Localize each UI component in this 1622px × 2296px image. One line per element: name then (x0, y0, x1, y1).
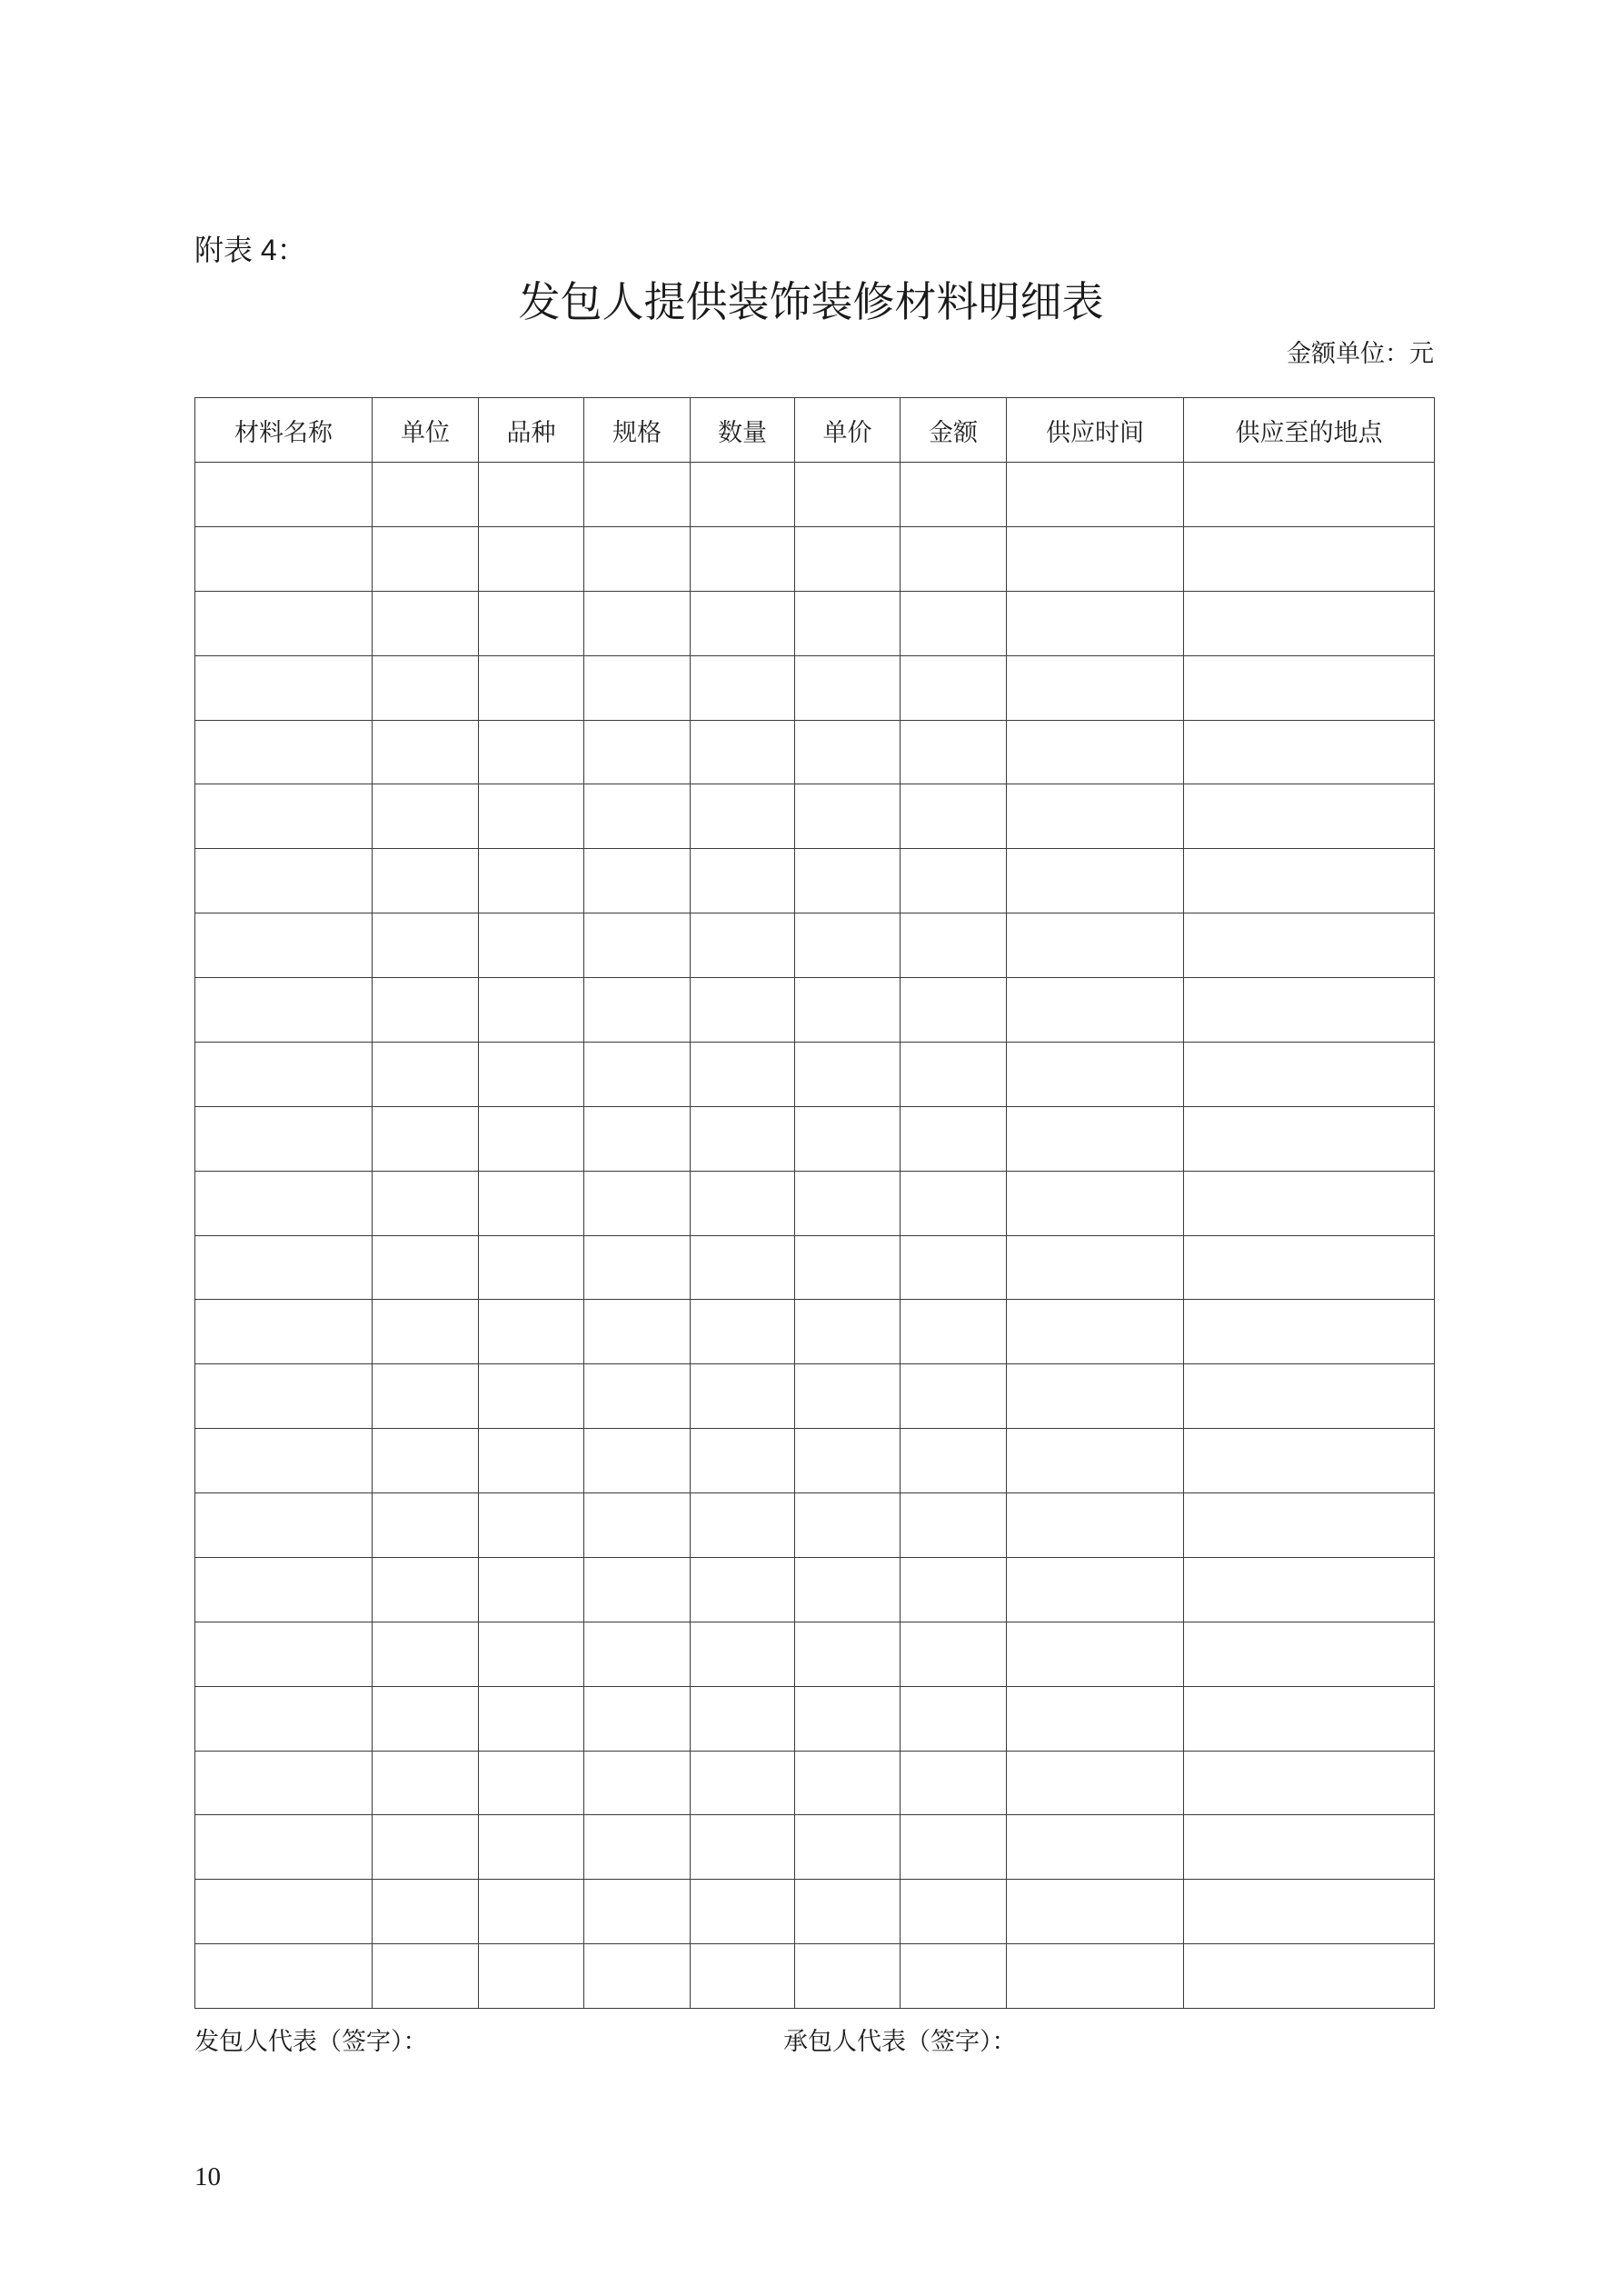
table-cell (1007, 978, 1184, 1043)
table-row (195, 1622, 1435, 1686)
table-header (195, 398, 1435, 463)
table-cell (373, 978, 479, 1043)
table-cell (691, 1042, 795, 1106)
table-cell (479, 1429, 584, 1493)
header-quantity: 数量 (691, 398, 795, 463)
table-cell (1184, 913, 1435, 978)
table-cell (795, 1493, 901, 1558)
table-cell (691, 1815, 795, 1880)
table-cell (479, 1235, 584, 1300)
table-cell (373, 784, 479, 849)
table-cell (1007, 1944, 1184, 2009)
table-cell (1007, 1751, 1184, 1815)
table-cell (1007, 1815, 1184, 1880)
table-cell (901, 1944, 1007, 2009)
table-cell (1184, 849, 1435, 913)
table-cell (1184, 784, 1435, 849)
table-cell (1007, 1429, 1184, 1493)
table-cell (479, 913, 584, 978)
header-amount: 金额 (901, 398, 1007, 463)
table-cell (691, 1686, 795, 1751)
table-cell (795, 913, 901, 978)
table-cell (373, 1300, 479, 1364)
table-cell (1184, 1429, 1435, 1493)
table-cell (479, 526, 584, 591)
table-cell (795, 849, 901, 913)
table-cell (901, 1429, 1007, 1493)
table-row (195, 1557, 1435, 1622)
table-cell (1007, 1235, 1184, 1300)
table-cell (584, 1171, 691, 1235)
table-cell (691, 526, 795, 591)
table-cell (195, 1622, 373, 1686)
table-cell (691, 784, 795, 849)
table-cell (195, 1106, 373, 1171)
table-cell (195, 1944, 373, 2009)
table-cell (195, 591, 373, 655)
table-cell (691, 1300, 795, 1364)
table-cell (901, 655, 1007, 720)
table-cell (1007, 526, 1184, 591)
table-cell (479, 1171, 584, 1235)
material-detail-table (194, 397, 1435, 2009)
header-specification: 规格 (584, 398, 691, 463)
table-cell (584, 784, 691, 849)
table-cell (795, 978, 901, 1043)
table-cell (195, 1880, 373, 1944)
table-cell (1184, 1944, 1435, 2009)
table-row (195, 1944, 1435, 2009)
table-cell (373, 1106, 479, 1171)
table-cell (901, 978, 1007, 1043)
table-cell (691, 1944, 795, 2009)
table-cell (479, 1106, 584, 1171)
table-cell (901, 1751, 1007, 1815)
table-cell (1184, 720, 1435, 784)
table-row (195, 1042, 1435, 1106)
table-cell (479, 849, 584, 913)
table-cell (795, 1751, 901, 1815)
table-cell (584, 913, 691, 978)
header-unit-price: 单价 (795, 398, 901, 463)
table-cell (1007, 1880, 1184, 1944)
table-row (195, 1235, 1435, 1300)
employer-representative-signature: 发包人代表（签字）： (194, 2028, 428, 2055)
header-supply-time: 供应时间 (1007, 398, 1184, 463)
table-cell (795, 1235, 901, 1300)
table-cell (584, 1557, 691, 1622)
table-cell (1007, 1622, 1184, 1686)
header-supply-location: 供应至的地点 (1184, 398, 1435, 463)
table-cell (795, 1364, 901, 1429)
table-cell (373, 1622, 479, 1686)
table-cell (584, 1493, 691, 1558)
table-cell (691, 1557, 795, 1622)
table-cell (584, 849, 691, 913)
table-cell (1007, 463, 1184, 527)
table-row (195, 655, 1435, 720)
table-cell (795, 1300, 901, 1364)
table-cell (479, 591, 584, 655)
table-cell (479, 1751, 584, 1815)
table-cell (1184, 463, 1435, 527)
table-cell (195, 1171, 373, 1235)
table-cell (691, 1364, 795, 1429)
table-cell (584, 591, 691, 655)
table-cell (479, 463, 584, 527)
table-row (195, 849, 1435, 913)
table-cell (901, 1300, 1007, 1364)
table-cell (195, 913, 373, 978)
table-cell (691, 1429, 795, 1493)
table-cell (479, 1686, 584, 1751)
table-row (195, 1880, 1435, 1944)
table-cell (195, 463, 373, 527)
table-cell (584, 1815, 691, 1880)
amount-unit-note: 金额单位：元 (1287, 340, 1434, 367)
table-cell (691, 655, 795, 720)
table-cell (584, 978, 691, 1043)
page-number: 10 (194, 2162, 221, 2191)
table-row (195, 1106, 1435, 1171)
table-cell (195, 1042, 373, 1106)
table-cell (195, 849, 373, 913)
table-cell (479, 784, 584, 849)
table-row (195, 1300, 1435, 1364)
table-cell (901, 1557, 1007, 1622)
table-cell (901, 720, 1007, 784)
table-cell (795, 720, 901, 784)
table-cell (584, 720, 691, 784)
table-cell (479, 1042, 584, 1106)
table-cell (373, 1429, 479, 1493)
table-row (195, 1751, 1435, 1815)
table-cell (479, 655, 584, 720)
table-cell (373, 1235, 479, 1300)
table-cell (795, 1944, 901, 2009)
table-row (195, 1815, 1435, 1880)
table-cell (479, 1493, 584, 1558)
table-cell (1184, 1364, 1435, 1429)
annex-label: 附表 4： (194, 234, 306, 266)
table-cell (195, 720, 373, 784)
table-cell (373, 1557, 479, 1622)
table-cell (195, 1235, 373, 1300)
table-cell (795, 1042, 901, 1106)
table-cell (1007, 1557, 1184, 1622)
table-cell (1007, 1300, 1184, 1364)
table-cell (373, 913, 479, 978)
table-cell (195, 1557, 373, 1622)
table-row (195, 913, 1435, 978)
table-cell (1007, 720, 1184, 784)
table-cell (479, 720, 584, 784)
table-cell (1184, 1751, 1435, 1815)
table-row (195, 1686, 1435, 1751)
table-cell (691, 1493, 795, 1558)
table-cell (584, 1622, 691, 1686)
table-cell (1184, 1235, 1435, 1300)
table-cell (1007, 913, 1184, 978)
table-cell (584, 1429, 691, 1493)
table-cell (584, 655, 691, 720)
table-cell (195, 526, 373, 591)
table-cell (1007, 591, 1184, 655)
table-row (195, 978, 1435, 1043)
table-cell (1007, 1493, 1184, 1558)
table-cell (901, 1815, 1007, 1880)
table-cell (373, 1686, 479, 1751)
table-cell (795, 1815, 901, 1880)
table-cell (1007, 1686, 1184, 1751)
table-cell (195, 1364, 373, 1429)
table-cell (479, 1944, 584, 2009)
table-cell (1184, 1557, 1435, 1622)
table-row (195, 591, 1435, 655)
table-cell (691, 1751, 795, 1815)
table-cell (373, 463, 479, 527)
document-title: 发包人提供装饰装修材料明细表 (518, 278, 1104, 325)
header-unit: 单位 (373, 398, 479, 463)
table-cell (479, 1622, 584, 1686)
table-cell (901, 463, 1007, 527)
table-cell (373, 1751, 479, 1815)
table-cell (1007, 784, 1184, 849)
table-row (195, 526, 1435, 591)
table-cell (584, 1686, 691, 1751)
table-cell (1007, 849, 1184, 913)
table-cell (901, 1364, 1007, 1429)
table-cell (795, 1880, 901, 1944)
table-row (195, 784, 1435, 849)
table-cell (584, 1944, 691, 2009)
table-cell (901, 1622, 1007, 1686)
table-cell (901, 1171, 1007, 1235)
table-cell (195, 1751, 373, 1815)
table-cell (691, 463, 795, 527)
table-cell (479, 1557, 584, 1622)
table-cell (901, 1106, 1007, 1171)
table-header-row (195, 398, 1435, 463)
table-cell (1007, 655, 1184, 720)
table-cell (584, 1042, 691, 1106)
table-cell (1184, 978, 1435, 1043)
table-row (195, 720, 1435, 784)
table-cell (901, 591, 1007, 655)
table-cell (901, 849, 1007, 913)
table-cell (373, 1042, 479, 1106)
table-cell (195, 1493, 373, 1558)
table-cell (795, 1686, 901, 1751)
table-cell (195, 1815, 373, 1880)
table-cell (1184, 1042, 1435, 1106)
table-cell (1184, 655, 1435, 720)
contractor-representative-signature: 承包人代表（签字）： (783, 2028, 1017, 2055)
table-cell (195, 1686, 373, 1751)
table-cell (901, 1493, 1007, 1558)
table-cell (901, 1686, 1007, 1751)
table-cell (373, 720, 479, 784)
table-cell (691, 849, 795, 913)
table-cell (901, 1880, 1007, 1944)
table-cell (1184, 1880, 1435, 1944)
table-cell (584, 1751, 691, 1815)
table-cell (1184, 1815, 1435, 1880)
table-cell (479, 978, 584, 1043)
table-cell (373, 526, 479, 591)
table-cell (1184, 1622, 1435, 1686)
table-cell (584, 1300, 691, 1364)
table-cell (584, 1880, 691, 1944)
table-cell (901, 913, 1007, 978)
table-cell (691, 913, 795, 978)
table-body (195, 463, 1435, 2009)
table-cell (901, 1235, 1007, 1300)
table-cell (691, 1880, 795, 1944)
table-cell (373, 1815, 479, 1880)
table-cell (373, 1171, 479, 1235)
table-cell (1007, 1171, 1184, 1235)
table-cell (901, 784, 1007, 849)
table-cell (691, 720, 795, 784)
table-cell (691, 1171, 795, 1235)
table-cell (691, 591, 795, 655)
table-cell (479, 1300, 584, 1364)
table-row (195, 1364, 1435, 1429)
table-row (195, 463, 1435, 527)
table-cell (373, 655, 479, 720)
table-row (195, 1171, 1435, 1235)
table-cell (584, 526, 691, 591)
table-cell (795, 1429, 901, 1493)
table-cell (1007, 1364, 1184, 1429)
header-material-name: 材料名称 (195, 398, 373, 463)
table-cell (795, 655, 901, 720)
table-cell (584, 463, 691, 527)
table-cell (691, 978, 795, 1043)
table-cell (584, 1235, 691, 1300)
table-cell (691, 1106, 795, 1171)
table-cell (584, 1106, 691, 1171)
table-cell (1184, 1686, 1435, 1751)
table-cell (1184, 526, 1435, 591)
table-cell (1184, 1171, 1435, 1235)
table-row (195, 1493, 1435, 1558)
table-cell (479, 1880, 584, 1944)
table-cell (1007, 1042, 1184, 1106)
table-cell (795, 784, 901, 849)
table-cell (1184, 591, 1435, 655)
table-cell (373, 1493, 479, 1558)
table-cell (373, 849, 479, 913)
table-cell (1184, 1300, 1435, 1364)
table-cell (795, 463, 901, 527)
table-cell (795, 1106, 901, 1171)
table-cell (195, 1300, 373, 1364)
table-cell (795, 1622, 901, 1686)
header-variety: 品种 (479, 398, 584, 463)
table-cell (584, 1364, 691, 1429)
table-cell (795, 1557, 901, 1622)
table-cell (795, 1171, 901, 1235)
table-cell (795, 526, 901, 591)
table-cell (901, 1042, 1007, 1106)
table-row (195, 1429, 1435, 1493)
table-cell (1184, 1493, 1435, 1558)
table-cell (691, 1622, 795, 1686)
table-cell (195, 655, 373, 720)
table-cell (1007, 1106, 1184, 1171)
table-cell (479, 1364, 584, 1429)
table-cell (195, 1429, 373, 1493)
table-cell (1184, 1106, 1435, 1171)
table-cell (373, 1364, 479, 1429)
table-cell (373, 591, 479, 655)
table-cell (901, 526, 1007, 591)
table-cell (795, 591, 901, 655)
table-cell (373, 1880, 479, 1944)
table-cell (373, 1944, 479, 2009)
table-cell (479, 1815, 584, 1880)
table-cell (691, 1235, 795, 1300)
table-cell (195, 784, 373, 849)
table-cell (195, 978, 373, 1043)
